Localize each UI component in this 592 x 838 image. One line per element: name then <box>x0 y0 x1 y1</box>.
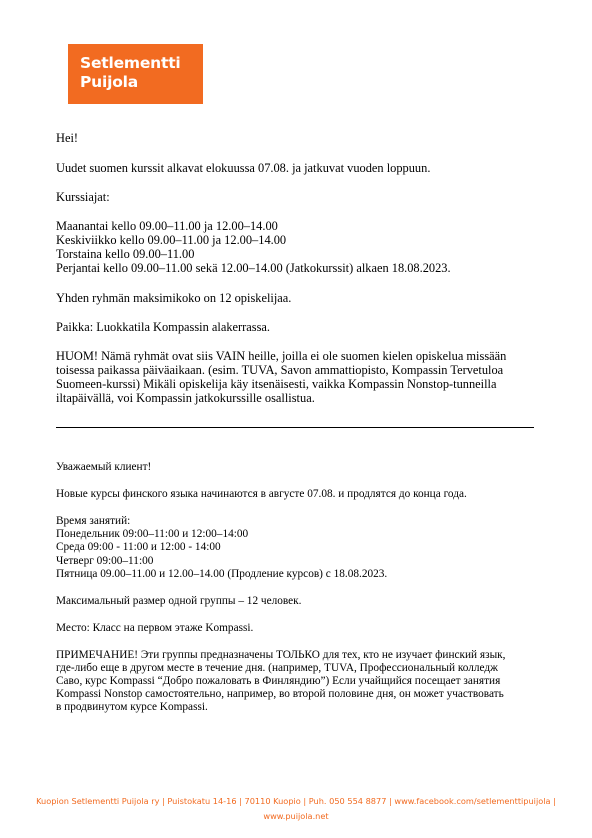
russian-note-line: ПРИМЕЧАНИЕ! Эти группы предназначены ТОЛЬКО для тех, кто не изучает финский язык, <box>56 649 506 661</box>
setlementti-puijola-logo <box>68 44 203 104</box>
finnish-group-size: Yhden ryhmän maksimikoko on 12 opiskelijaa. <box>56 291 292 305</box>
finnish-schedule-line: Maanantai kello 09.00–11.00 ja 12.00–14.00 <box>56 219 278 233</box>
footer-website-link[interactable]: www.puijola.net <box>263 811 329 821</box>
finnish-note-line: HUOM! Nämä ryhmät ovat siis VAIN heille, joilla ei ole suomen kielen opiskelua missään <box>56 349 507 363</box>
finnish-note-line: Suomeen-kurssi) Mikäli opiskelija käy itsenäisesti, vaikka Kompassin Nonstop-tunneilla <box>56 377 497 391</box>
logo-line-2: Puijola <box>80 73 139 91</box>
russian-greeting: Уважаемый клиент! <box>56 461 152 473</box>
russian-schedule-line: Среда 09:00 - 11:00 и 12:00 - 14:00 <box>56 541 221 553</box>
russian-note-line: где-либо еще в другом месте в течение дня. (например, TUVA, Профессиональный колледж <box>56 662 498 674</box>
russian-place: Место: Класс на первом этаже Kompassi. <box>56 622 254 634</box>
russian-group-size: Максимальный размер одной группы – 12 человек. <box>56 595 302 607</box>
russian-schedule-line: Понедельник 09:00–11:00 и 12:00–14:00 <box>56 528 249 540</box>
finnish-note-line: toisessa paikassa päiväaikaan. (esim. TUVA, Savon ammattiopisto, Kompassin Tervetuloa <box>56 363 504 377</box>
finnish-place: Paikka: Luokkatila Kompassin alakerrassa. <box>56 320 271 334</box>
finnish-schedule-line: Keskiviikko kello 09.00–11.00 ja 12.00–14.00 <box>56 233 287 247</box>
finnish-schedule-title: Kurssiajat: <box>56 190 110 204</box>
russian-note-line: Kompassi Nonstop самостоятельно, например, во второй половине дня, он может участвовать <box>56 688 504 700</box>
section-divider <box>56 427 534 428</box>
finnish-note-line: iltapäivällä, voi Kompassin jatkokurssille osallistua. <box>56 391 315 405</box>
finnish-greeting: Hei! <box>56 131 79 145</box>
russian-note-line: Саво, курс Kompassi “Добро пожаловать в Финляндию”) Если учайщийся посещает занятия <box>56 675 501 687</box>
russian-schedule-title: Время занятий: <box>56 515 131 527</box>
russian-schedule-line: Пятница 09.00–11.00 и 12.00–14.00 (Продление курсов) с 18.08.2023. <box>56 568 388 580</box>
russian-schedule-line: Четверг 09:00–11:00 <box>56 555 154 567</box>
logo-line-1: Setlementti <box>80 54 181 72</box>
finnish-intro: Uudet suomen kurssit alkavat elokuussa 07.08. ja jatkuvat vuoden loppuun. <box>56 161 431 175</box>
finnish-schedule-line: Torstaina kello 09.00–11.00 <box>56 247 195 261</box>
footer-contact: Kuopion Setlementti Puijola ry | Puistokatu 14-16 | 70110 Kuopio | Puh. 050 554 8877 | www.facebook.com/setlementtipuijola | <box>36 796 556 806</box>
russian-intro: Новые курсы финского языка начинаются в августе 07.08. и продлятся до конца года. <box>56 488 467 500</box>
finnish-schedule-line: Perjantai kello 09.00–11.00 sekä 12.00–14.00 (Jatkokurssit) alkaen 18.08.2023. <box>56 261 451 275</box>
russian-note-line: в продвинутом курсе Kompassi. <box>56 701 208 713</box>
